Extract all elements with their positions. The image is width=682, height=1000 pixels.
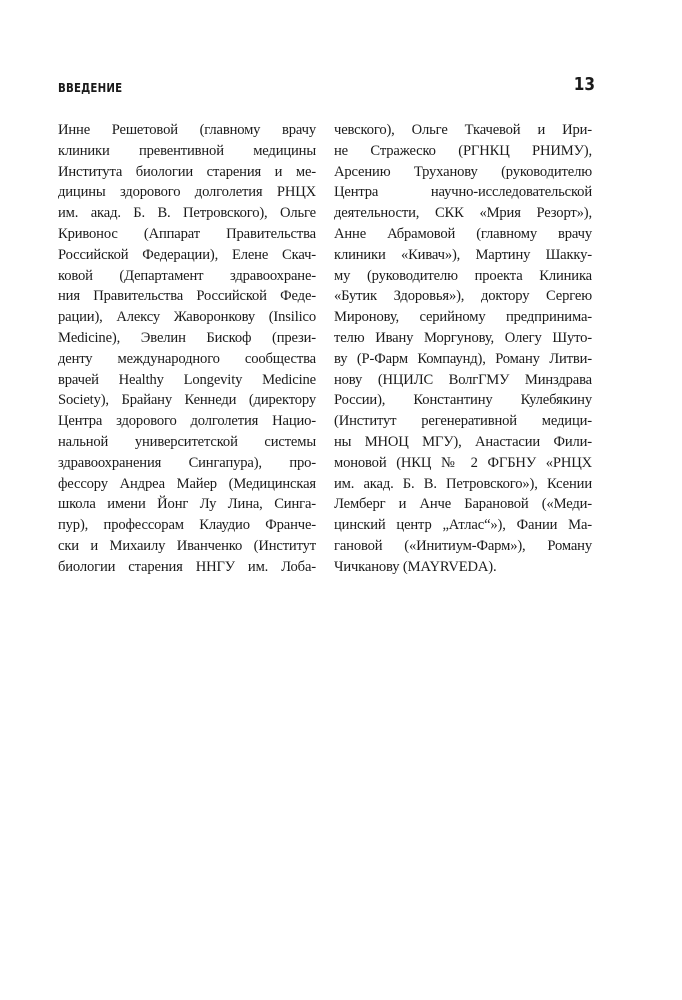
text-line: Института биологии старения и ме- (58, 163, 316, 180)
text-line: Инне Решетовой (главному врачу (58, 122, 316, 138)
text-line: Миронову, серийному предпринима- (334, 309, 592, 326)
text-line: Анне Абрамовой (главному врачу (334, 225, 592, 242)
text-line: России), Константину Кулебякину (334, 392, 592, 409)
text-column-right (334, 120, 592, 578)
text-line: здравоохранения Сингапура), про- (58, 454, 316, 471)
page-number: 13 (573, 74, 595, 95)
text-line: клиники «Кивач»), Мартину Шакку- (334, 246, 592, 263)
text-line: им. акад. Б. В. Петровского), Ольге (58, 205, 316, 222)
text-line: школа имени Йонг Лу Лина, Синга- (58, 496, 316, 513)
text-line: ны МНОЦ МГУ), Анастасии Фили- (334, 433, 592, 450)
text-line: Лемберг и Анче Барановой («Меди- (334, 496, 592, 513)
text-line: врачей Healthy Longevity Medicine (58, 371, 316, 388)
text-line: дицины здорового долголетия РНЦХ (58, 184, 316, 201)
text-line: ски и Михаилу Иванченко (Институт (58, 537, 316, 554)
text-line: Кривонос (Аппарат Правительства (58, 225, 316, 242)
text-line: фессору Андреа Майер (Медицинская (58, 475, 316, 492)
text-line: Society), Брайану Кеннеди (директору (58, 392, 316, 409)
text-line: «Бутик Здоровья»), доктору Сергею (334, 288, 592, 305)
text-line: гановой («Инитиум-Фарм»), Роману (334, 537, 592, 554)
text-column-left (58, 120, 316, 578)
text-line: денту международного сообщества (58, 350, 316, 367)
text-line: Medicine), Эвелин Бискоф (прези- (58, 329, 316, 346)
text-line: телю Ивану Моргунову, Олегу Шуто- (334, 329, 592, 346)
text-line: нову (НЦИЛС ВолгГМУ Минздрава (334, 371, 592, 388)
text-line: чевского), Ольге Ткачевой и Ири- (334, 122, 592, 138)
text-line: моновой (НКЦ № 2 ФГБНУ «РНЦХ (334, 454, 592, 471)
text-line: Российской Федерации), Елене Скач- (58, 246, 316, 263)
text-line: Центра научно-исследовательской (334, 184, 592, 201)
text-line: ву (Р-Фарм Компаунд), Роману Литви- (334, 350, 592, 367)
text-line: рации), Алексу Жаворонкову (Insilico (58, 309, 316, 326)
text-line: му (руководителю проекта Клиника (334, 267, 592, 284)
text-line: ковой (Департамент здравоохране- (58, 267, 316, 284)
text-line: не Стражеско (РГНКЦ РНИМУ), (334, 142, 592, 159)
running-head: ВВЕДЕНИЕ (58, 80, 123, 95)
text-line: цинский центр „Атлас“»), Фании Ма- (334, 517, 592, 534)
text-line: пур), профессорам Клаудио Франче- (58, 517, 316, 534)
text-line: (Институт регенеративной медици- (334, 413, 592, 430)
text-line: Центра здорового долголетия Нацио- (58, 413, 316, 430)
text-line: нальной университетской системы (58, 433, 316, 450)
text-line: Арсению Труханову (руководителю (334, 163, 592, 180)
text-line: деятельности, СКК «Мрия Резорт»), (334, 205, 592, 222)
text-line: ния Правительства Российской Феде- (58, 288, 316, 305)
text-line: Чичканову (MAYRVEDA). (334, 558, 497, 575)
text-line: им. акад. Б. В. Петровского»), Ксении (334, 475, 592, 492)
text-line: клиники превентивной медицины (58, 142, 316, 159)
text-line: биологии старения ННГУ им. Лоба- (58, 558, 316, 575)
